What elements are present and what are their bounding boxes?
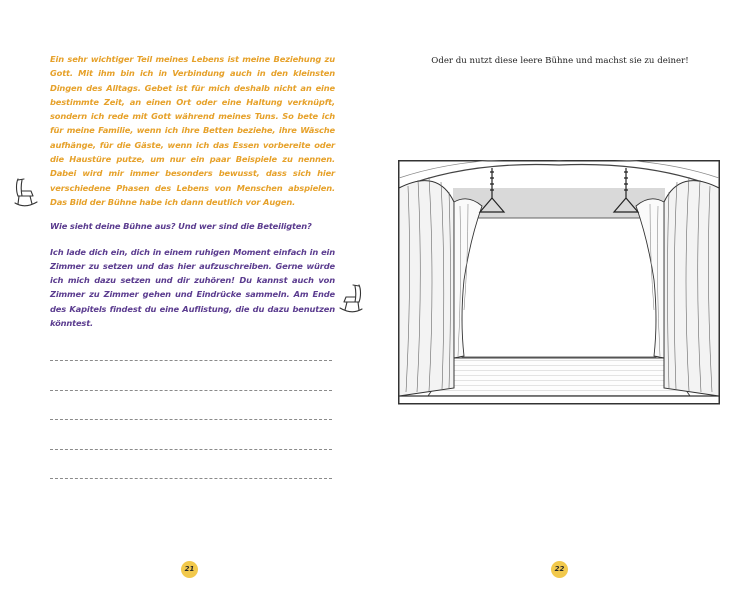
intro-text: Oder du nutzt diese leere Bühne und machst sie zu deiner! [431,56,689,66]
writing-line[interactable] [50,360,332,361]
stage-illustration [398,160,720,410]
page-number: 22 [551,561,568,578]
rocking-chair-icon [13,177,39,211]
right-page [375,0,750,603]
body-text [50,52,335,330]
writing-line[interactable] [50,390,332,391]
writing-lines [50,360,332,508]
question-text: Wie sieht deine Bühne aus? Und wer sind die Beteiligten? [50,221,312,232]
writing-line[interactable] [50,419,332,420]
writing-line[interactable] [50,449,332,450]
writing-line[interactable] [50,478,332,479]
rocking-chair-icon [338,283,364,317]
paragraph-gebet: Ein sehr wichtiger Teil meines Lebens ist meine Beziehung zu Gott. Mit ihm bin ich in Verbindung auch in den kleinsten Dingen des Alltags. Gebet ist für mich deshalb nicht an eine bestimmte Zeit, an einen Ort oder eine Haltung verknüpft, sondern ich rede mit Gott während meines Tuns. So bete ich für meine Familie, wenn ich ihre Betten beziehe, ihre Wäsche aufhänge, für die Gäste, wenn ich das Essen vorbereite oder die Haustüre putze, um nur ein paar Beispiele zu nennen. Dabei wird mir immer besonders bewusst, dass sich hier verschiedene Phasen des Lebens von Menschen abspielen. Das Bild der Bühne habe ich dann deutlich vor Augen. [50,54,335,207]
invitation-text: Ich lade dich ein, dich in einem ruhigen Moment einfach in ein Zimmer zu setzen und das hier aufzuschreiben. Gerne würde ich mich dazu setzen und dir zuhören! Du kannst auch von Zimmer zu Zimmer gehen und Eindrücke sammeln. Am Ende des Kapitels findest du eine Auflistung, die du dazu benutzen könntest. [50,246,335,329]
page-number: 21 [181,561,198,578]
